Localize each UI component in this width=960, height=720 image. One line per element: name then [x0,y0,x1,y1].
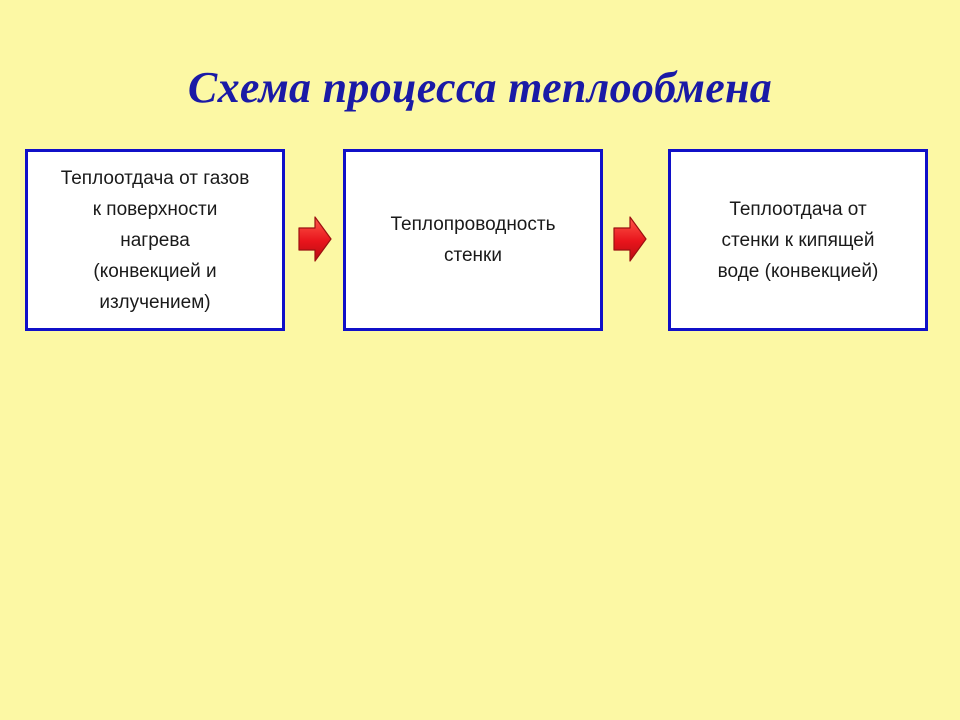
process-step-3 [668,149,928,331]
process-step-1 [25,149,285,331]
right-arrow-icon [298,215,332,263]
process-step-1-label: Теплоотдача от газов к поверхности нагрева (конвекцией и излучением) [60,167,250,313]
process-step-3-label: Теплоотдача от стенки к кипящей воде (конвекцией) [717,198,879,282]
process-step-2 [343,149,603,331]
process-step-2-label: Теплопроводность стенки [390,214,556,266]
page-title: Схема процесса теплообмена [187,63,773,112]
right-arrow-icon [613,215,647,263]
